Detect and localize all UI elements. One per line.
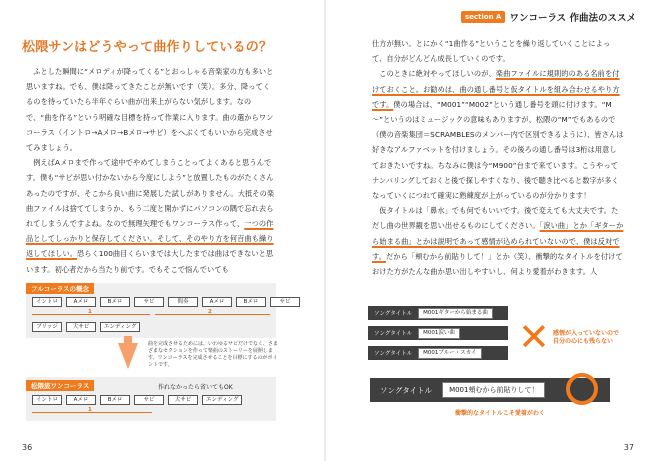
question-title: 松隈サンはどうやって曲作りしているの？ — [22, 40, 273, 55]
right-p2-text-b: 僕の場合は、“M001”“M002”という通し番号を頭に付けます。“M～”というのはミュージックの意味もありますが、松隈の“M”でもあるので（僕の音楽集団＝SCRAMBLESのメンバー内で区別できるように）、皆さんは好きなアルファベットを付けましょう。その後ろの通し番号は3桁は用意しておきたいですね。ちなみに僕は今“M900”台まで来ています。こうやってナンバリングしておくと後で探しやすくなり、後で聴き比べると数字が多くなっていくにつれて確実に熟練度が上がっているのが分かります！ — [372, 99, 624, 201]
song-title-field-1 — [368, 306, 508, 320]
section-box: Bメロ — [100, 297, 130, 307]
one-chorus-row — [32, 395, 242, 405]
full-chorus-row-1 — [32, 297, 300, 307]
song-title-caption-big: ソングタイトル — [380, 385, 433, 395]
section-title: ワンコーラス 作曲法のススメ — [509, 13, 636, 24]
chorus-2-number: 2 — [208, 309, 212, 315]
left-p2-text-a: 例えばAメロまで作って途中でやめてしまうことってよくあると思うんです。僕も“サビが思い付かないから今度にしよう”と放置したものがたくさんあったのですが、そこから良い曲に発展した試しがありません。大抵その楽曲ファイルは捨ててしまうか、もう二度と開かずにパソコンの隅で忘れ去られてしまうんですよね。なので無理矢理でもワンコーラス作って、 — [26, 158, 275, 229]
one-chorus-number: 1 — [88, 407, 92, 413]
section-box: サビ — [134, 395, 164, 405]
circle-mark-icon — [566, 373, 598, 405]
song-title-caption: ソングタイトル — [374, 351, 413, 357]
song-title-value: M001ブルー・スカイ — [418, 348, 481, 359]
section-box: Aメロ — [66, 395, 96, 405]
right-p3-text-a: 仮タイトルは「鼻水」でも何でもいいです。後で変えても大丈夫です。ただし曲の世界観を思い出せるものにしてください。 — [372, 206, 619, 231]
left-p2-highlight: 一つの作品としてしっかりと保存してください。そして、そのやり方を何百曲も繰り返してほしい。 — [26, 219, 274, 259]
right-p2-highlight-2: お勧めは、曲の通し番号と仮タイトルを組み合わせるやり方です。 — [372, 84, 620, 109]
page-gutter — [324, 0, 326, 461]
right-body — [372, 36, 624, 279]
song-title-value: M001ギターから始まる曲 — [418, 308, 493, 319]
right-p2-highlight-1: 楽曲ファイルに規則的のある名前を付けておくこと。 — [372, 69, 620, 94]
section-box: イントロ — [32, 395, 62, 405]
good-note: 衝撃的なタイトルこそ愛着がわく — [455, 410, 545, 417]
one-chorus-note: 作れなかったら省いてもOK — [158, 384, 233, 391]
section-box: Aメロ — [66, 297, 96, 307]
section-box: イントロ — [32, 297, 62, 307]
right-paragraph-2 — [372, 66, 624, 203]
section-box: エンディング — [202, 395, 242, 405]
right-p3-highlight: 「涙い曲」とか「ギターから始まる曲」とかは説明であって感情が込められていないので、僕は反対です。 — [372, 221, 624, 261]
one-chorus-label: 松隈流ワンコーラス — [26, 380, 94, 391]
page-number-left: 36 — [22, 443, 33, 452]
x-mark-icon: ✕ — [518, 315, 550, 359]
song-title-value-big: M001頬むから前貼りして！ — [442, 382, 545, 398]
section-box: 大サビ — [66, 322, 96, 332]
left-body — [26, 64, 276, 277]
left-paragraph-1: ふとした瞬間に“メロディが降ってくる”とおっしゃる音楽家の方も多いと思いますね。でも、僕は降ってきたことが無いです（笑）。多分、降ってくるのを待っていたら半年ぐらい曲が出来上がらない気がします。なので、“曲を作る”という明確な目標を持って作業に入ります。曲の選からワンコーラス（イントロ→Aメロ→Bメロ→サビ）をへぶくてもいいから完成させてみましょう。 — [26, 67, 274, 153]
chorus-2-line — [155, 314, 270, 315]
x-note: 感情が入っていないので 自分の心にも残らない — [553, 330, 620, 345]
right-p3-text-b: だから「頬むから前貼りして！」とか（笑）、衝撃的なタイトルを付けておけた方がたんな曲か思い出しやすいし、何より愛着がわきます。人 — [372, 251, 623, 277]
right-p2-text-a: このときに絶対やってほしいのが、 — [379, 69, 496, 79]
song-title-caption: ソングタイトル — [374, 311, 413, 317]
song-title-field-2 — [368, 326, 508, 340]
section-box: サビ — [270, 297, 300, 307]
one-chorus-line — [32, 412, 152, 413]
song-title-value: M001涙い曲 — [418, 328, 460, 339]
diagram-note: 曲を完成させるためには、いわゆるサビだけでなく、さまざまなセクションを作って楽曲のストーリーを展開します。ワンコーラスを完成させることを目標にするのがポイントです。 — [148, 341, 278, 368]
section-box: Aメロ — [202, 297, 232, 307]
full-chorus-label: フルコーラスの概念 — [26, 283, 94, 294]
right-paragraph-3 — [372, 203, 624, 279]
full-chorus-row-2 — [32, 322, 140, 332]
section-box: 間奏 — [168, 297, 198, 307]
section-box: Bメロ — [236, 297, 266, 307]
section-header — [461, 10, 636, 24]
section-tag: section A — [461, 11, 505, 23]
section-box: ブリッジ — [32, 322, 62, 332]
section-box: 大サビ — [168, 395, 198, 405]
down-arrow-icon — [118, 343, 138, 369]
section-box: エンディング — [100, 322, 140, 332]
left-paragraph-2 — [26, 155, 276, 277]
right-paragraph-1: 仕方が無い。とにかく“1曲作る”ということを繰り返していくことによって、自分がどんどん成長していくのです。 — [372, 39, 611, 64]
song-title-caption: ソングタイトル — [374, 331, 413, 337]
chorus-1-number: 1 — [88, 309, 92, 315]
section-box: サビ — [134, 297, 164, 307]
song-title-field-3 — [368, 346, 508, 360]
page-number-right: 37 — [623, 443, 634, 452]
left-p2-text-b: 恐らく100曲目くらいまでは大したまでは曲はできないと思います。初心者だから当たり前です。でもそこで悩んでいても — [26, 249, 274, 274]
section-box: Bメロ — [100, 395, 130, 405]
